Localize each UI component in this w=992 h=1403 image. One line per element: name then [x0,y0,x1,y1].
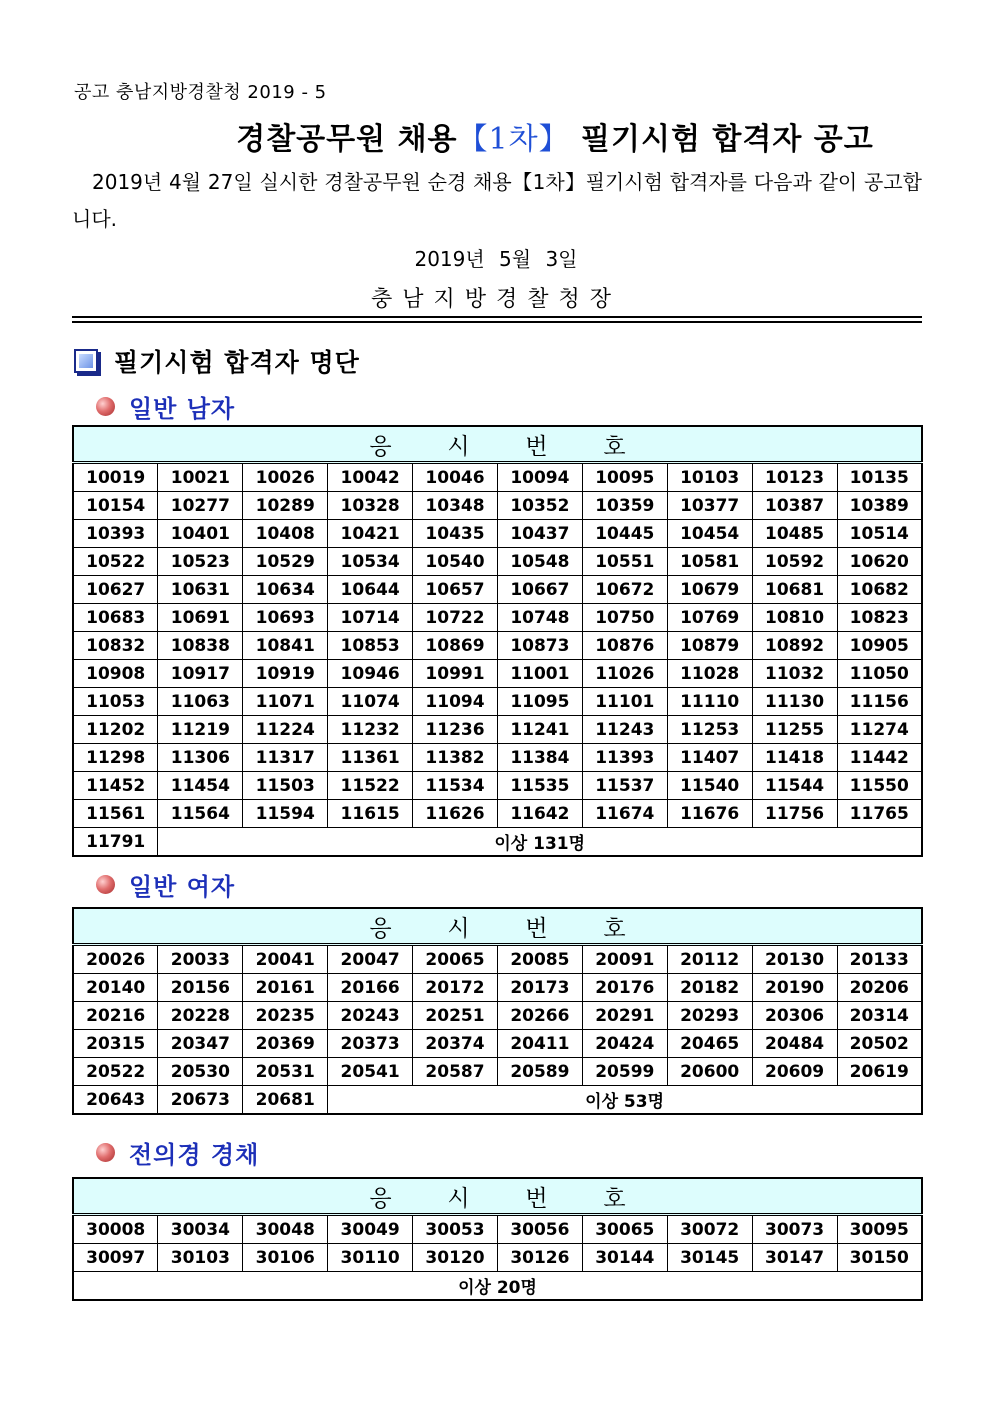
exam-number-cell: 20235 [243,1002,328,1030]
exam-number-cell: 11615 [328,800,413,828]
exam-number-cell: 10389 [837,492,922,520]
exam-number-cell: 10841 [243,632,328,660]
exam-number-cell: 10123 [752,463,837,492]
exam-number-cell: 20369 [243,1030,328,1058]
exam-number-cell: 30103 [158,1244,243,1272]
exam-number-cell: 11253 [667,716,752,744]
exam-number-cell: 10919 [243,660,328,688]
title-post: 필기시험 합격자 공고 [569,122,874,157]
exam-number-cell: 20206 [837,974,922,1002]
intro-text: 2019년 4월 27일 실시한 경찰공무원 순경 채용【1차】필기시험 합격자를 다음과 같이 공고합니다. [72,170,922,231]
exam-number-cell: 20190 [752,974,837,1002]
header-char: 호 [603,915,626,942]
exam-number-cell: 20228 [158,1002,243,1030]
exam-number-cell: 20484 [752,1030,837,1058]
table-row [73,828,922,857]
table-header-row [73,908,922,945]
exam-number-cell: 10042 [328,463,413,492]
exam-number-cell: 10869 [413,632,498,660]
exam-number-cell: 10522 [73,548,158,576]
table-header-row [73,1178,922,1215]
exam-number-cell: 20643 [73,1086,158,1115]
exam-number-cell: 11540 [667,772,752,800]
table-row [73,772,922,800]
exam-number-cell: 10631 [158,576,243,604]
exam-number-cell: 20085 [497,945,582,974]
table-row [73,463,922,492]
exam-number-cell: 11442 [837,744,922,772]
header-char: 호 [603,433,626,460]
exam-number-cell: 10873 [497,632,582,660]
exam-number-cell: 10879 [667,632,752,660]
exam-number-cell: 10634 [243,576,328,604]
exam-number-cell: 11156 [837,688,922,716]
exam-number-cell: 11452 [73,772,158,800]
exam-number-cell: 10823 [837,604,922,632]
exam-number-cell: 10540 [413,548,498,576]
exam-number-cell: 20424 [582,1030,667,1058]
exam-number-cell: 30072 [667,1215,752,1244]
title-pre: 경찰공무원 채용 [236,122,458,157]
table-row [73,576,922,604]
exam-number-cell: 11550 [837,772,922,800]
exam-number-cell: 30073 [752,1215,837,1244]
bullet-ball-icon [96,1143,115,1162]
exam-number-cell: 30095 [837,1215,922,1244]
exam-number-cell: 10328 [328,492,413,520]
header-char: 번 [525,1185,548,1212]
exam-number-cell: 30034 [158,1215,243,1244]
exam-number-cell: 11522 [328,772,413,800]
header-char: 호 [603,1185,626,1212]
exam-number-cell: 20609 [752,1058,837,1086]
exam-number-cell: 20172 [413,974,498,1002]
exam-number-cell: 10529 [243,548,328,576]
exam-number-cell: 10094 [497,463,582,492]
table-row [73,800,922,828]
total-count: 이상 131명 [158,828,922,857]
exam-number-cell: 20026 [73,945,158,974]
exam-number-cell: 11074 [328,688,413,716]
exam-number-cell: 11094 [413,688,498,716]
exam-number-cell: 10485 [752,520,837,548]
exam-number-cell: 11756 [752,800,837,828]
exam-number-cell: 20112 [667,945,752,974]
exam-number-cell: 20541 [328,1058,413,1086]
exam-number-cell: 10691 [158,604,243,632]
exam-number-cell: 20293 [667,1002,752,1030]
exam-number-cell: 11642 [497,800,582,828]
table-row [73,604,922,632]
exam-number-cell: 10908 [73,660,158,688]
exam-number-cell: 11298 [73,744,158,772]
issuing-authority: 충남지방경찰청장 [370,287,622,312]
exam-number-cell: 20522 [73,1058,158,1086]
exam-number-cell: 10672 [582,576,667,604]
bullet-ball-icon [96,397,115,416]
exam-number-cell: 11306 [158,744,243,772]
group-heading-veteran [96,1136,259,1168]
exam-number-cell: 20065 [413,945,498,974]
exam-number-cell: 10154 [73,492,158,520]
exam-number-cell: 20176 [582,974,667,1002]
table-row [73,1002,922,1030]
header-char: 응 [369,1185,392,1212]
exam-number-cell: 11534 [413,772,498,800]
exam-number-cell: 11564 [158,800,243,828]
exam-number-cell: 20347 [158,1030,243,1058]
exam-number-cell: 11255 [752,716,837,744]
exam-number-cell: 10644 [328,576,413,604]
exam-number-cell: 10892 [752,632,837,660]
exam-number-cell: 10748 [497,604,582,632]
exam-number-cell: 10991 [413,660,498,688]
double-divider [72,316,922,323]
exam-number-cell: 11095 [497,688,582,716]
exam-number-cell: 30110 [328,1244,413,1272]
exam-number-cell: 10103 [667,463,752,492]
exam-number-cell: 11317 [243,744,328,772]
exam-number-cell: 10377 [667,492,752,520]
exam-number-cell: 10722 [413,604,498,632]
exam-number-cell: 10387 [752,492,837,520]
results-table-female [72,907,923,1115]
exam-number-cell: 10876 [582,632,667,660]
exam-number-cell: 10046 [413,463,498,492]
table-row [73,1058,922,1086]
exam-number-cell: 20502 [837,1030,922,1058]
exam-number-cell: 11676 [667,800,752,828]
exam-number-cell: 11626 [413,800,498,828]
exam-number-cell: 20173 [497,974,582,1002]
header-cell [73,1178,922,1215]
exam-number-cell: 10437 [497,520,582,548]
exam-number-cell: 10917 [158,660,243,688]
exam-number-cell: 10693 [243,604,328,632]
exam-number-cell: 20047 [328,945,413,974]
exam-number-cell: 11110 [667,688,752,716]
exam-number-cell: 20140 [73,974,158,1002]
header-char: 응 [369,915,392,942]
table-row [73,548,922,576]
table-row [73,632,922,660]
exam-number-cell: 10135 [837,463,922,492]
header-cell [73,908,922,945]
exam-number-cell: 11382 [413,744,498,772]
exam-number-cell: 10714 [328,604,413,632]
exam-number-cell: 11101 [582,688,667,716]
exam-number-cell: 20681 [243,1086,328,1115]
exam-number-cell: 11241 [497,716,582,744]
exam-number-cell: 11791 [73,828,158,857]
table-row [73,1244,922,1272]
exam-number-cell: 20531 [243,1058,328,1086]
exam-number-cell: 11535 [497,772,582,800]
exam-number-cell: 20266 [497,1002,582,1030]
exam-number-cell: 11032 [752,660,837,688]
exam-number-cell: 11503 [243,772,328,800]
exam-number-cell: 11454 [158,772,243,800]
exam-number-cell: 11001 [497,660,582,688]
exam-number-cell: 30065 [582,1215,667,1244]
exam-number-cell: 10657 [413,576,498,604]
exam-number-cell: 10393 [73,520,158,548]
table-header-row [73,426,922,463]
group-heading-female [96,868,235,900]
results-table-veteran [72,1177,923,1301]
exam-number-cell: 10832 [73,632,158,660]
exam-number-cell: 20091 [582,945,667,974]
exam-number-cell: 10095 [582,463,667,492]
exam-number-cell: 20315 [73,1030,158,1058]
exam-number-cell: 10348 [413,492,498,520]
exam-number-cell: 20133 [837,945,922,974]
group-heading-male [96,390,235,422]
bullet-ball-icon [96,875,115,894]
notice-date: 2019년 5월 3일 [414,247,578,271]
exam-number-cell: 11202 [73,716,158,744]
table-row [73,520,922,548]
exam-number-cell: 30049 [328,1215,413,1244]
exam-number-cell: 11537 [582,772,667,800]
group-title: 전의경 경채 [129,1140,260,1169]
exam-number-cell: 10838 [158,632,243,660]
exam-number-cell: 10435 [413,520,498,548]
exam-number-cell: 11028 [667,660,752,688]
title-highlight: 【1차】 [457,122,570,157]
header-char: 시 [447,1185,470,1212]
total-count: 이상 53명 [328,1086,922,1115]
exam-number-cell: 20033 [158,945,243,974]
group-title: 일반 여자 [129,872,236,901]
table-row [73,945,922,974]
exam-number-cell: 11026 [582,660,667,688]
exam-number-cell: 20465 [667,1030,752,1058]
exam-number-cell: 30126 [497,1244,582,1272]
exam-number-cell: 10620 [837,548,922,576]
table-row [73,1215,922,1244]
exam-number-cell: 20243 [328,1002,413,1030]
header-cell [73,426,922,463]
exam-number-cell: 11561 [73,800,158,828]
exam-number-cell: 10679 [667,576,752,604]
exam-number-cell: 30008 [73,1215,158,1244]
exam-number-cell: 11050 [837,660,922,688]
header-char: 시 [447,915,470,942]
exam-number-cell: 10026 [243,463,328,492]
exam-number-cell: 10750 [582,604,667,632]
exam-number-cell: 10352 [497,492,582,520]
exam-number-cell: 10682 [837,576,922,604]
exam-number-cell: 20161 [243,974,328,1002]
exam-number-cell: 30106 [243,1244,328,1272]
exam-number-cell: 20041 [243,945,328,974]
header-char: 번 [525,915,548,942]
results-table-male [72,425,923,857]
header-char: 응 [369,433,392,460]
exam-number-cell: 10534 [328,548,413,576]
exam-number-cell: 11765 [837,800,922,828]
exam-number-cell: 10019 [73,463,158,492]
exam-number-cell: 30053 [413,1215,498,1244]
exam-number-cell: 10408 [243,520,328,548]
exam-number-cell: 11053 [73,688,158,716]
exam-number-cell: 30150 [837,1244,922,1272]
exam-number-cell: 11418 [752,744,837,772]
total-row [73,1272,922,1301]
exam-number-cell: 30147 [752,1244,837,1272]
exam-number-cell: 30056 [497,1215,582,1244]
exam-number-cell: 10421 [328,520,413,548]
header-char: 번 [525,433,548,460]
exam-number-cell: 11594 [243,800,328,828]
exam-number-cell: 11063 [158,688,243,716]
group-title: 일반 남자 [129,394,236,423]
exam-number-cell: 30144 [582,1244,667,1272]
header-char: 시 [447,433,470,460]
exam-number-cell: 11544 [752,772,837,800]
exam-number-cell: 10359 [582,492,667,520]
exam-number-cell: 10454 [667,520,752,548]
exam-number-cell: 20587 [413,1058,498,1086]
exam-number-cell: 10445 [582,520,667,548]
exam-number-cell: 11243 [582,716,667,744]
exam-number-cell: 30120 [413,1244,498,1272]
exam-number-cell: 30097 [73,1244,158,1272]
exam-number-cell: 20314 [837,1002,922,1030]
exam-number-cell: 11393 [582,744,667,772]
exam-number-cell: 20182 [667,974,752,1002]
table-row [73,1086,922,1115]
exam-number-cell: 30048 [243,1215,328,1244]
page-title [0,114,992,158]
table-row [73,974,922,1002]
total-count: 이상 20명 [73,1272,922,1301]
table-row [73,688,922,716]
exam-number-cell: 20411 [497,1030,582,1058]
table-row [73,492,922,520]
exam-number-cell: 20156 [158,974,243,1002]
exam-number-cell: 11236 [413,716,498,744]
exam-number-cell: 11219 [158,716,243,744]
exam-number-cell: 11130 [752,688,837,716]
section-heading [74,345,360,377]
exam-number-cell: 20599 [582,1058,667,1086]
exam-number-cell: 20530 [158,1058,243,1086]
exam-number-cell: 10551 [582,548,667,576]
exam-number-cell: 11384 [497,744,582,772]
exam-number-cell: 10581 [667,548,752,576]
exam-number-cell: 10401 [158,520,243,548]
exam-number-cell: 11224 [243,716,328,744]
exam-number-cell: 10769 [667,604,752,632]
exam-number-cell: 20374 [413,1030,498,1058]
exam-number-cell: 10627 [73,576,158,604]
exam-number-cell: 20306 [752,1002,837,1030]
exam-number-cell: 10021 [158,463,243,492]
exam-number-cell: 10946 [328,660,413,688]
table-row [73,716,922,744]
exam-number-cell: 10905 [837,632,922,660]
section-title: 필기시험 합격자 명단 [114,348,360,377]
exam-number-cell: 10683 [73,604,158,632]
exam-number-cell: 10514 [837,520,922,548]
exam-number-cell: 10289 [243,492,328,520]
exam-number-cell: 20373 [328,1030,413,1058]
exam-number-cell: 11071 [243,688,328,716]
table-row [73,1030,922,1058]
notice-number: 공고 충남지방경찰청 2019 - 5 [74,82,327,103]
table-row [73,660,922,688]
exam-number-cell: 20166 [328,974,413,1002]
exam-number-cell: 10853 [328,632,413,660]
exam-number-cell: 20291 [582,1002,667,1030]
table-row [73,744,922,772]
exam-number-cell: 11674 [582,800,667,828]
exam-number-cell: 20619 [837,1058,922,1086]
exam-number-cell: 11274 [837,716,922,744]
exam-number-cell: 10277 [158,492,243,520]
exam-number-cell: 11232 [328,716,413,744]
exam-number-cell: 11361 [328,744,413,772]
exam-number-cell: 10523 [158,548,243,576]
exam-number-cell: 20130 [752,945,837,974]
square-bullet-icon [74,349,98,373]
exam-number-cell: 30145 [667,1244,752,1272]
exam-number-cell: 10592 [752,548,837,576]
exam-number-cell: 20589 [497,1058,582,1086]
exam-number-cell: 10667 [497,576,582,604]
exam-number-cell: 20673 [158,1086,243,1115]
exam-number-cell: 10810 [752,604,837,632]
exam-number-cell: 20600 [667,1058,752,1086]
exam-number-cell: 20251 [413,1002,498,1030]
exam-number-cell: 20216 [73,1002,158,1030]
exam-number-cell: 10681 [752,576,837,604]
exam-number-cell: 10548 [497,548,582,576]
exam-number-cell: 11407 [667,744,752,772]
